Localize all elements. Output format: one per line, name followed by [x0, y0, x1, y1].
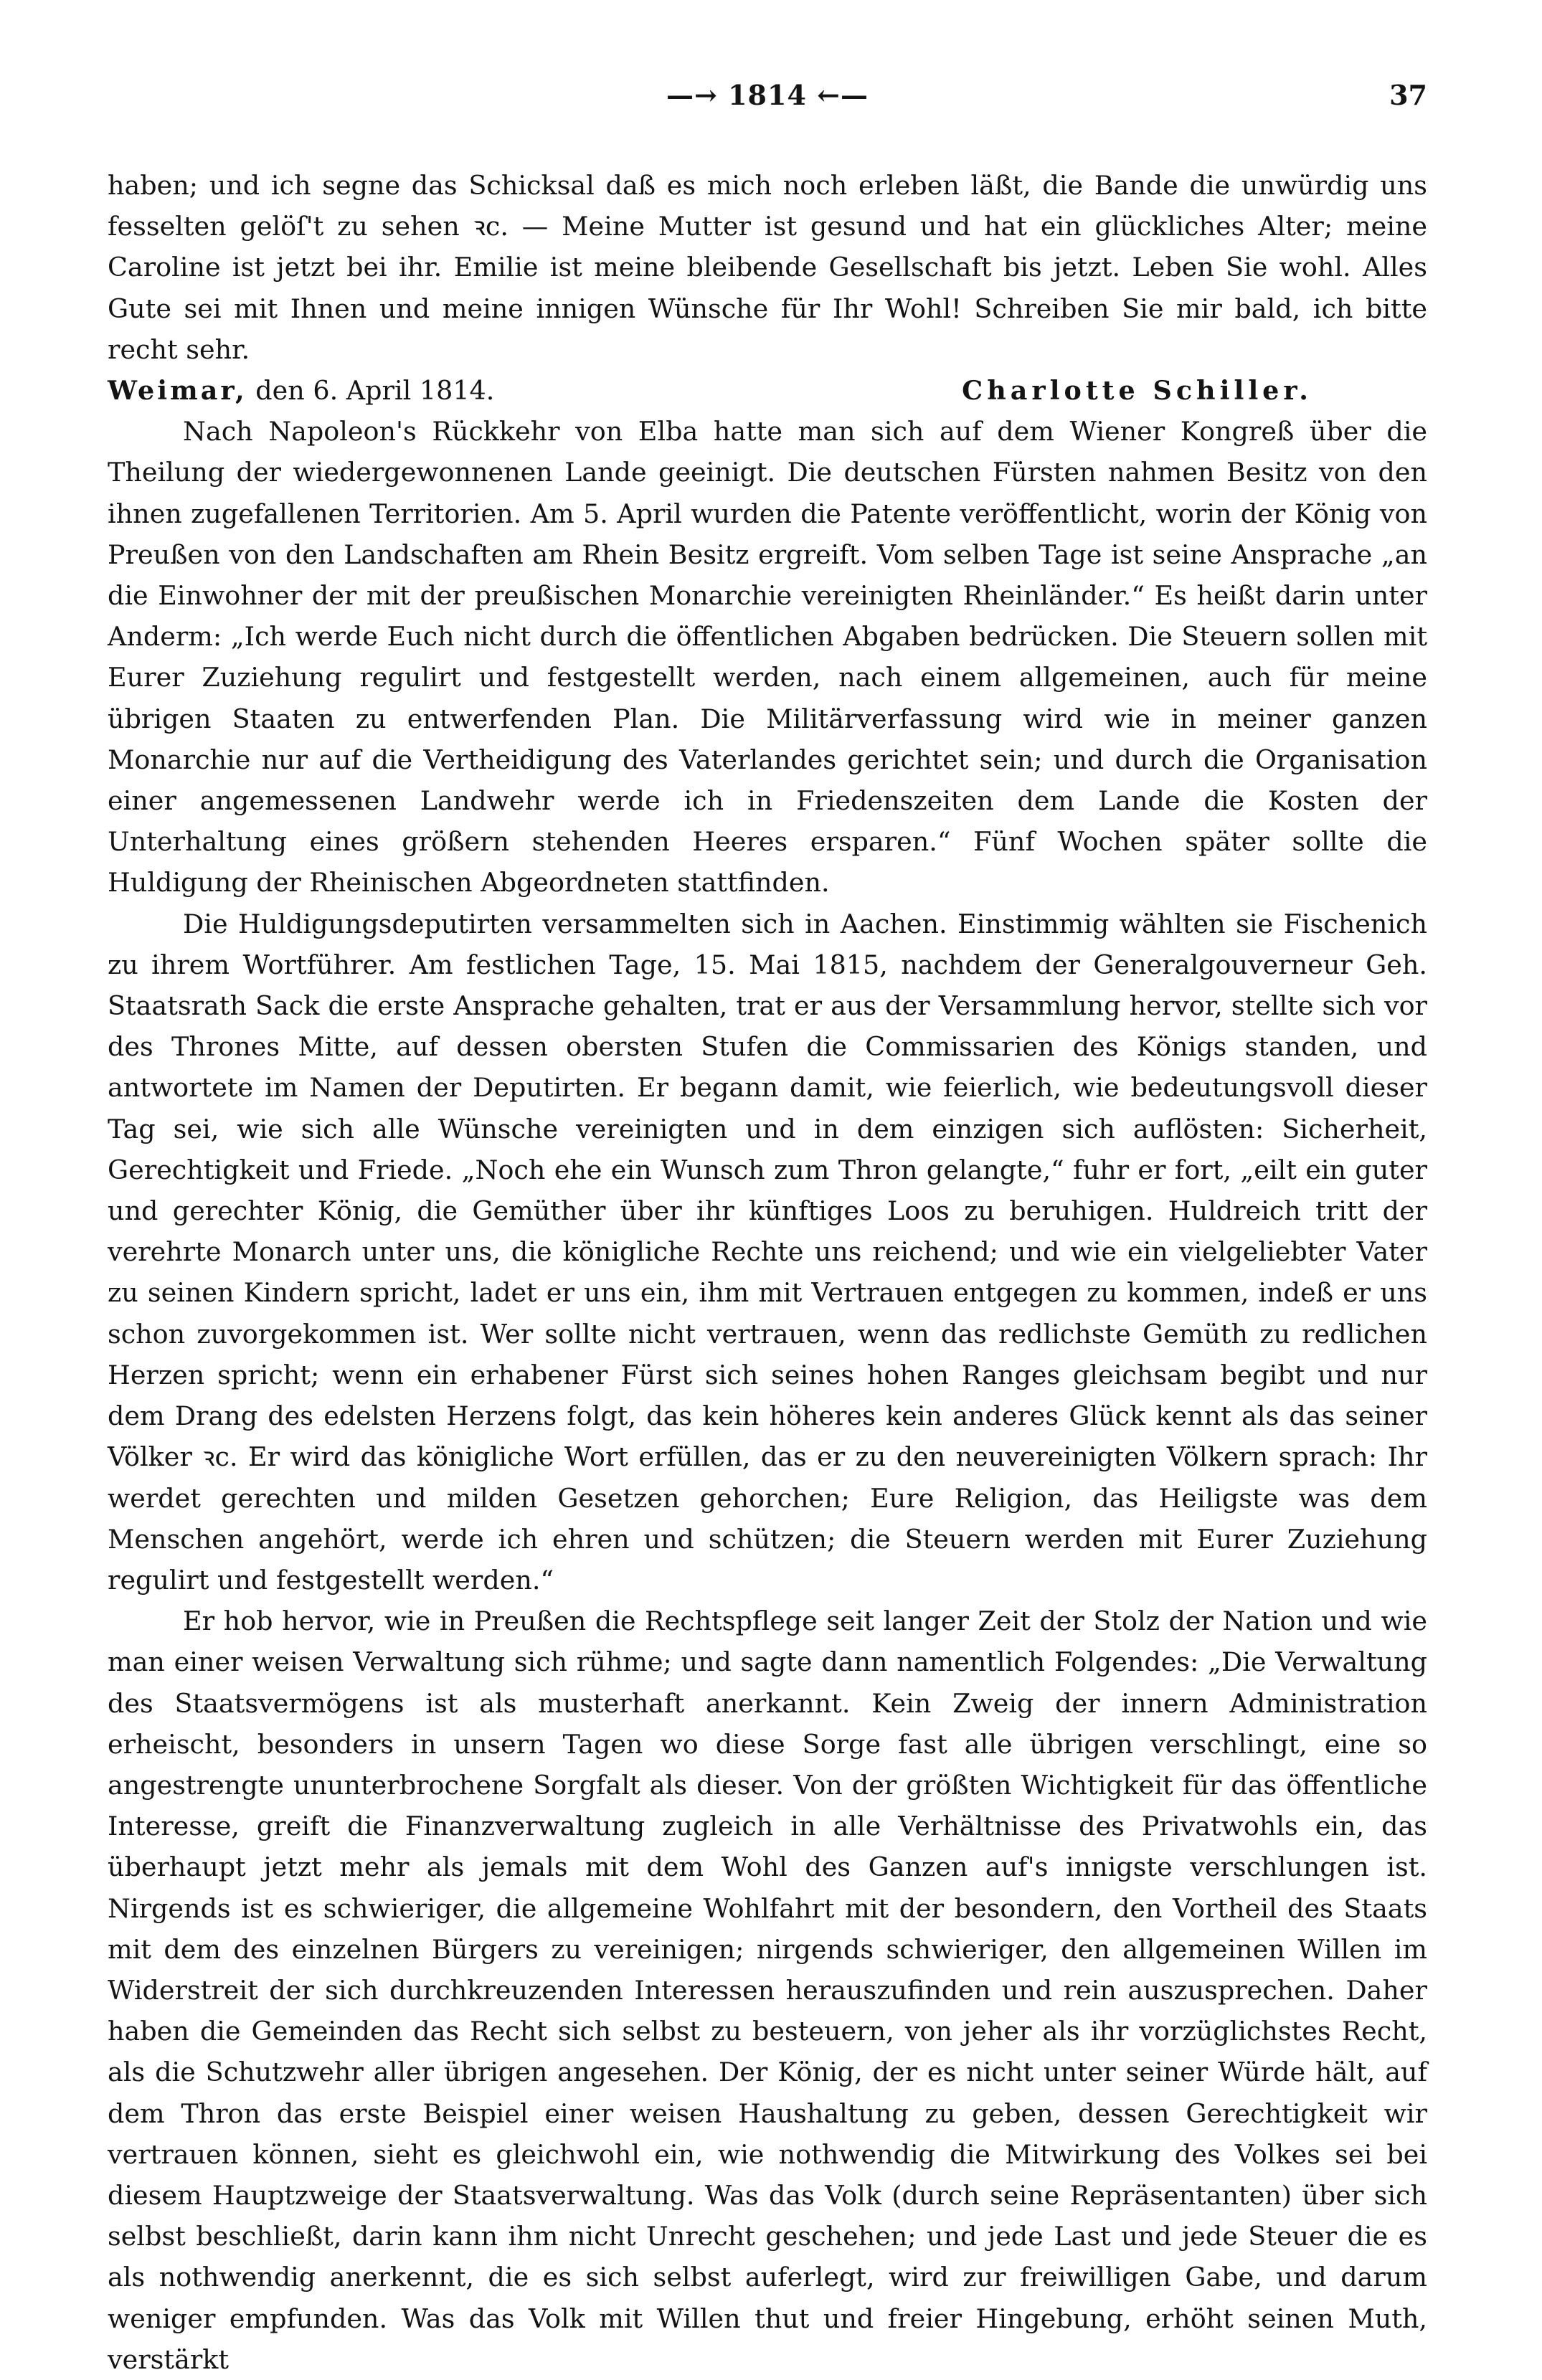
body-text [108, 165, 1427, 2380]
paragraph: Er hob hervor, wie in Preußen die Rechtspflege seit langer Zeit der Stolz der Nation und wie man einer weisen Verwaltung sich rühme; und sagte dann namentlich Folgendes: „Die Verwaltung des Staatsvermögens ist als musterhaft anerkannt. Kein Zweig der innern Administration erheischt, besonders in unsern Tagen wo diese Sorge fast alle übrigen verschlingt, eine so angestrengte ununterbrochene Sorgfalt als dieser. Von der größten Wichtigkeit für das öffentliche Interesse, greift die Finanzverwaltung zugleich in alle Verhältnisse des Privatwohls ein, das überhaupt jetzt mehr als jemals mit dem Wohl des Ganzen auf's innigste verschlungen ist. Nirgends ist es schwieriger, die allgemeine Wohlfahrt mit der besondern, den Vortheil des Staats mit dem des einzelnen Bürgers zu vereinigen; nirgends schwieriger, den allgemeinen Willen im Widerstreit der sich durchkreuzenden Interessen herauszufinden und rein auszusprechen. Daher haben die Gemeinden das Recht sich selbst zu besteuern, von jeher als ihr vorzüglichstes Recht, als die Schutzwehr aller übrigen angesehen. Der König, der es nicht unter seiner Würde hält, auf dem Thron das erste Beispiel einer weisen Haushaltung zu geben, dessen Gerechtigkeit wir vertrauen können, sieht es gleichwohl ein, wie nothwendig die Mitwirkung des Volkes sei bei diesem Hauptzweige der Staatsverwaltung. Was das Volk (durch seine Repräsentanten) über sich selbst beschließt, darin kann ihm nicht Unrecht geschehen; und jede Last und jede Steuer die es als nothwendig anerkennt, die es sich selbst auferlegt, wird zur freiwilligen Gabe, und darum weniger empfunden. Was das Volk mit Willen thut und freier Hingebung, erhöht seinen Muth, verstärkt [108, 1606, 1427, 2375]
letter-date: den 6. April 1814. [255, 375, 495, 407]
letter-closing-paragraph: haben; und ich segne das Schicksal daß es mich noch erleben läßt, die Bande die unwürdig uns fesselten gelöſ't zu sehen ꝛc. — Meine Mutter ist gesund und hat ein glückliches Alter; meine Caroline ist jetzt bei ihr. Emilie ist meine bleibende Gesellschaft bis jetzt. Leben Sie wohl. Alles Gute sei mit Ihnen und meine innigen Wünsche für Ihr Wohl! Schreiben Sie mir bald, ich bitte recht sehr. [108, 170, 1427, 365]
running-title: —→ 1814 ←— [666, 79, 869, 111]
paragraph: Nach Napoleon's Rückkehr von Elba hatte man sich auf dem Wiener Kongreß über die Theilung der wiedergewonnenen Lande geeinigt. Die deutschen Fürsten nahmen Besitz von den ihnen zugefallenen Territorien. Am 5. April wurden die Patente veröffentlicht, worin der König von Preußen von den Landschaften am Rhein Besitz ergreift. Vom selben Tage ist seine Ansprache „an die Einwohner der mit der preußischen Monarchie vereinigten Rheinländer.“ Es heißt darin unter Anderm: „Ich werde Euch nicht durch die öffentlichen Abgaben bedrücken. Die Steuern sollen mit Eurer Zuziehung regulirt und festgestellt werden, nach einem allgemeinen, auch für meine übrigen Staaten zu entwerfenden Plan. Die Militärverfassung wird wie in meiner ganzen Monarchie nur auf die Vertheidigung des Vaterlandes gerichtet sein; und durch die Organisation einer angemessenen Landwehr werde ich in Friedenszeiten dem Lande die Kosten der Unterhaltung eines größern stehenden Heeres ersparen.“ Fünf Wochen später sollte die Huldigung der Rheinischen Abgeordneten stattfinden. [108, 416, 1427, 899]
page-number: 37 [1389, 79, 1427, 111]
paragraph: Die Huldigungsdeputirten versammelten sich in Aachen. Einstimmig wählten sie Fischenich zu ihrem Wortführer. Am festlichen Tage, 15. Mai 1815, nachdem der Generalgouverneur Geh. Staatsrath Sack die erste Ansprache gehalten, trat er aus der Versammlung hervor, stellte sich vor des Thrones Mitte, auf dessen obersten Stufen die Commissarien des Königs standen, und antwortete im Namen der Deputirten. Er begann damit, wie feierlich, wie bedeutungsvoll dieser Tag sei, wie sich alle Wünsche vereinigten und in dem einzigen sich auflösten: Sicherheit, Gerechtigkeit und Friede. „Noch ehe ein Wunsch zum Thron gelangte,“ fuhr er fort, „eilt ein guter und gerechter König, die Gemüther über ihr künftiges Loos zu beruhigen. Huldreich tritt der verehrte Monarch unter uns, die königliche Rechte uns reichend; und wie ein vielgeliebter Vater zu seinen Kindern spricht, ladet er uns ein, ihm mit Vertrauen entgegen zu kommen, indeß er uns schon zuvorgekommen ist. Wer sollte nicht vertrauen, wenn das redlichste Gemüth zu redlichen Herzen spricht; wenn ein erhabener Fürst sich seines hohen Ranges gleichsam begibt und nur dem Drang des edelsten Herzens folgt, das kein höheres kein anderes Glück kennt als das seiner Völker ꝛc. Er wird das königliche Wort erfüllen, das er zu den neuvereinigten Völkern sprach: Ihr werdet gerechten und milden Gesetzen gehorchen; Eure Religion, das Heiligste was dem Menschen angehört, werde ich ehren und schützen; die Steuern werden mit Eurer Zuziehung regulirt und festgestellt werden.“ [108, 908, 1427, 1596]
letter-signature: Charlotte Schiller. [962, 375, 1312, 407]
letter-dateline [108, 370, 1427, 411]
letter-place-date [108, 370, 494, 411]
letter-place: Weimar, [108, 375, 247, 407]
page-header [108, 79, 1427, 136]
book-page [108, 79, 1427, 2380]
